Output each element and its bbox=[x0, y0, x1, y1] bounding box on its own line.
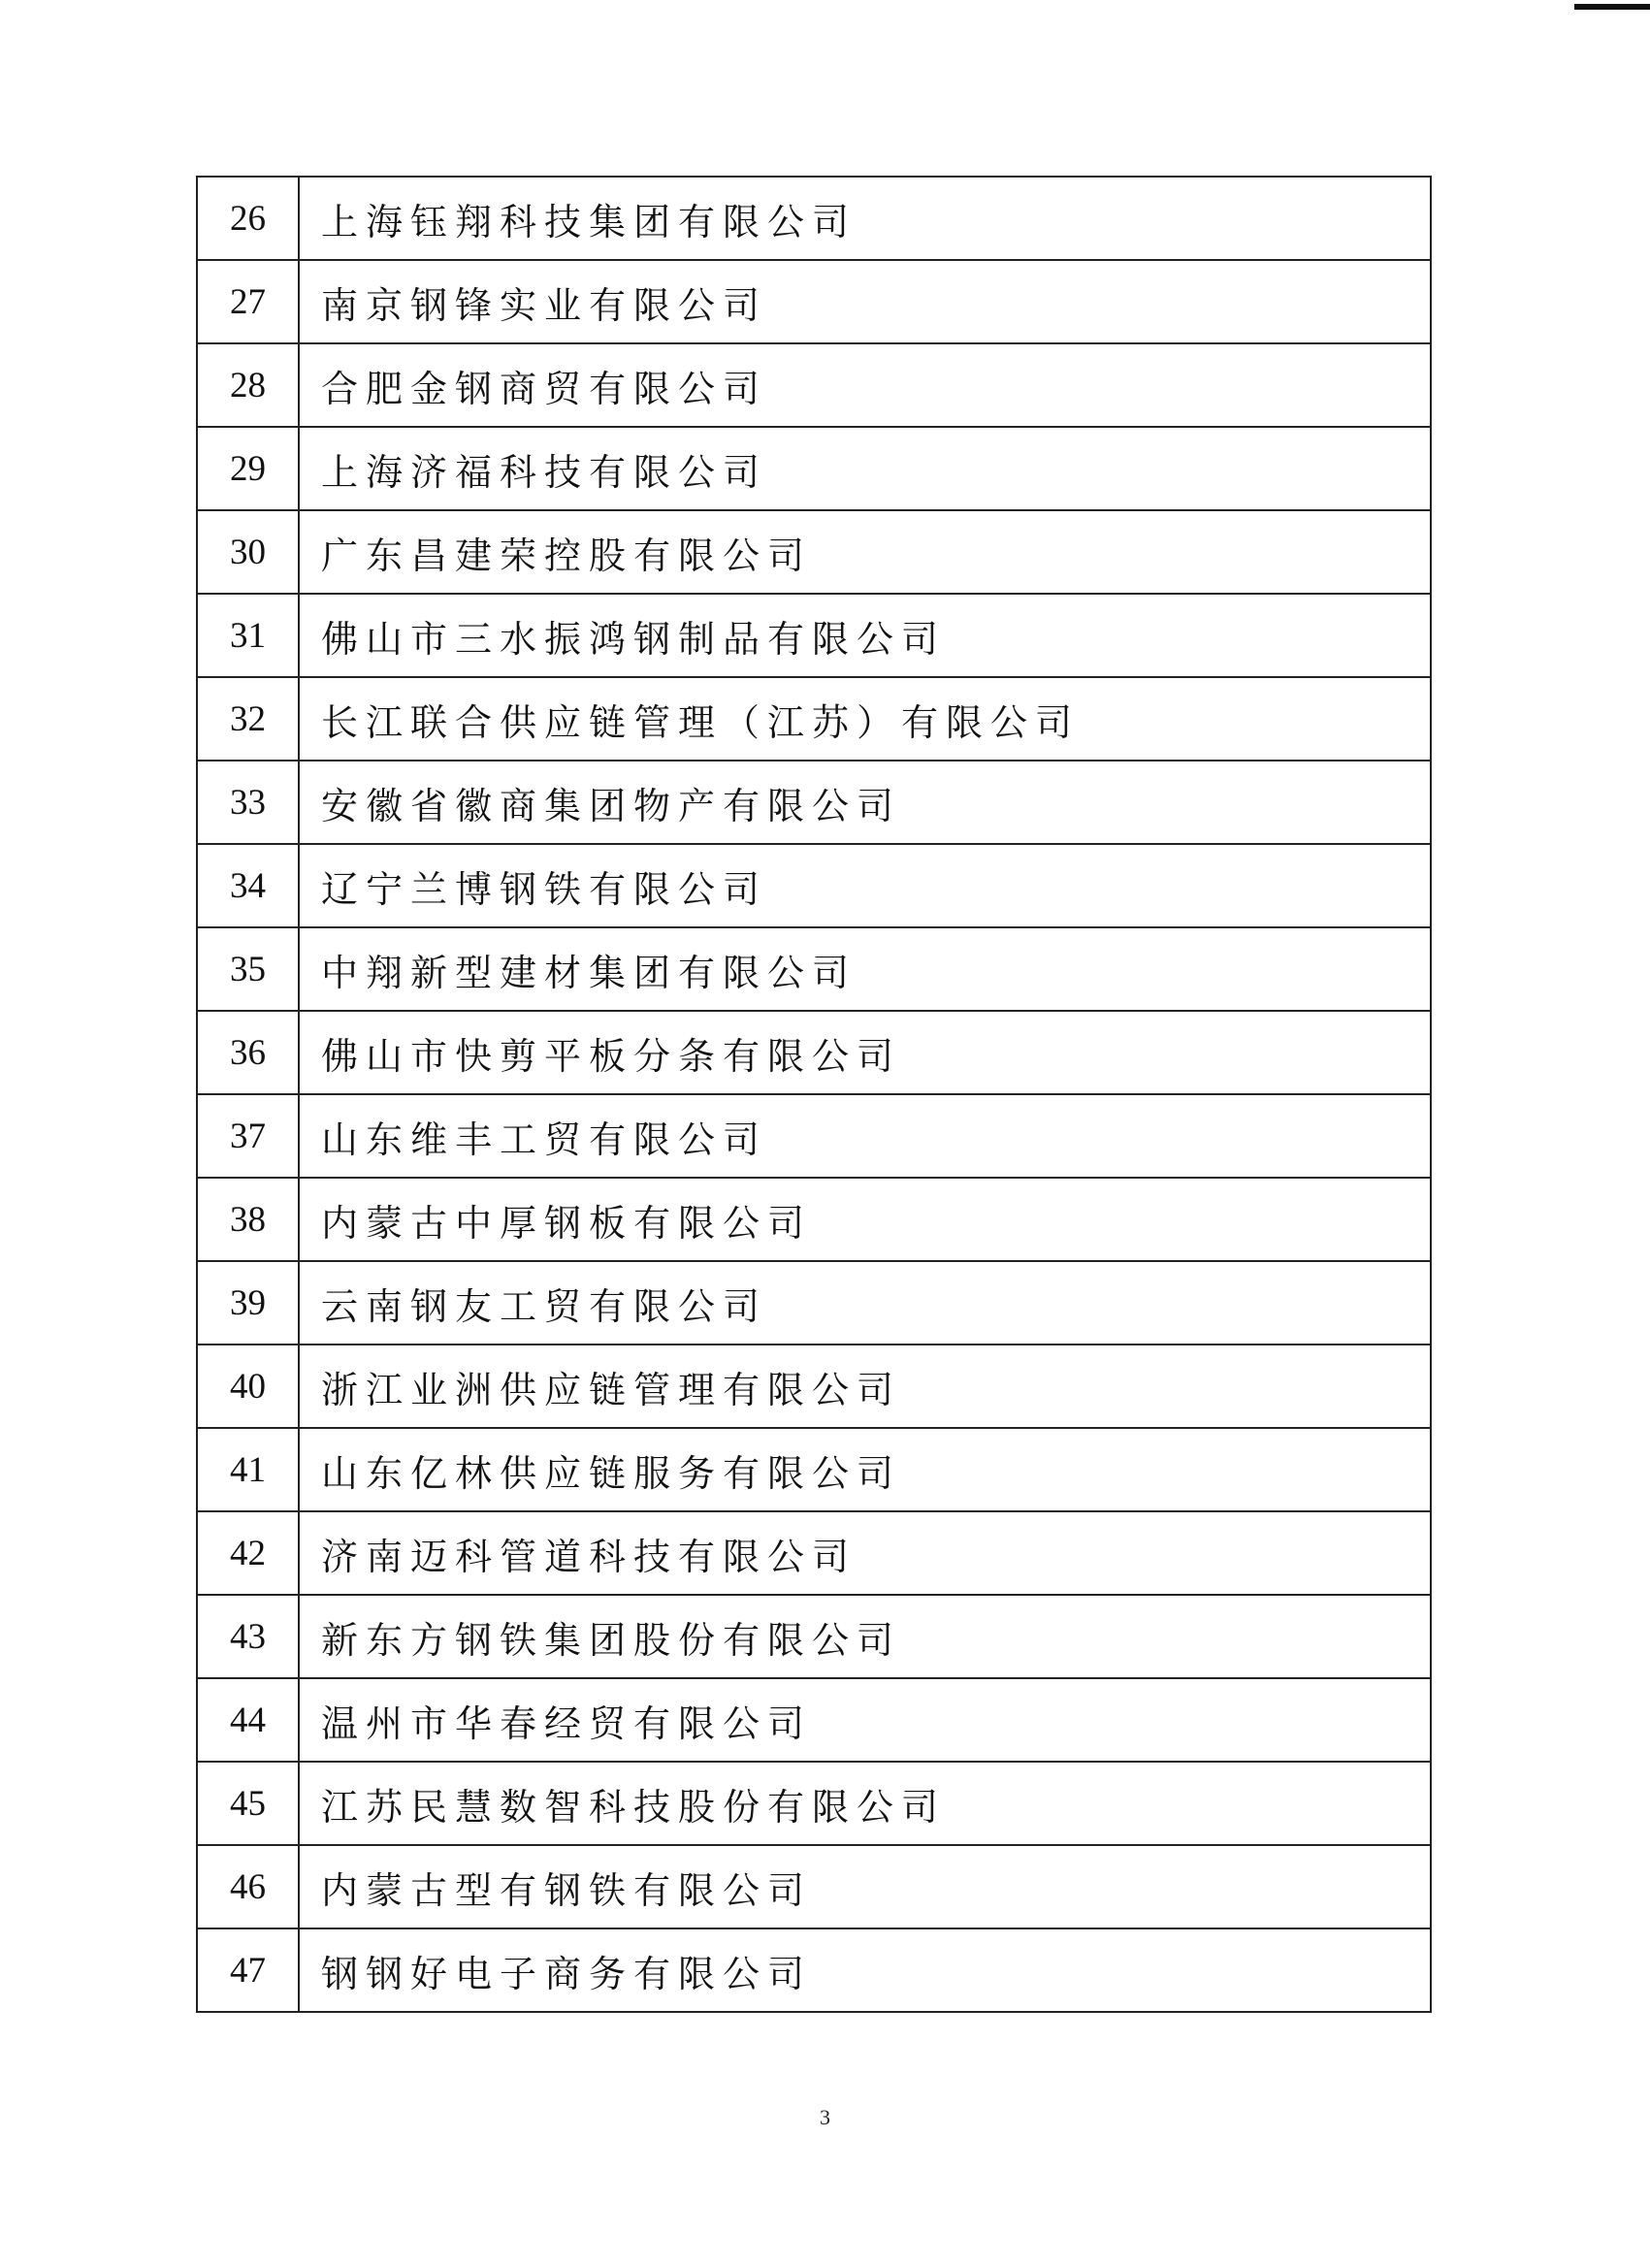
company-name: 钢钢好电子商务有限公司 bbox=[299, 1928, 1431, 2012]
table-body bbox=[197, 177, 1431, 2012]
row-number: 35 bbox=[197, 927, 299, 1011]
table-row bbox=[197, 1595, 1431, 1678]
row-number: 37 bbox=[197, 1094, 299, 1178]
table-row bbox=[197, 927, 1431, 1011]
company-name: 温州市华春经贸有限公司 bbox=[299, 1678, 1431, 1762]
table-row bbox=[197, 1428, 1431, 1511]
row-number: 40 bbox=[197, 1345, 299, 1428]
company-name: 新东方钢铁集团股份有限公司 bbox=[299, 1595, 1431, 1678]
row-number: 47 bbox=[197, 1928, 299, 2012]
row-number: 41 bbox=[197, 1428, 299, 1511]
table-row bbox=[197, 1762, 1431, 1845]
row-number: 45 bbox=[197, 1762, 299, 1845]
row-number: 38 bbox=[197, 1178, 299, 1261]
table-row bbox=[197, 844, 1431, 927]
company-name: 内蒙古型有钢铁有限公司 bbox=[299, 1845, 1431, 1928]
row-number: 46 bbox=[197, 1845, 299, 1928]
table-row bbox=[197, 1928, 1431, 2012]
row-number: 27 bbox=[197, 260, 299, 343]
table-row bbox=[197, 1261, 1431, 1345]
row-number: 34 bbox=[197, 844, 299, 927]
table-row bbox=[197, 343, 1431, 427]
company-name: 上海钰翔科技集团有限公司 bbox=[299, 177, 1431, 260]
company-name: 中翔新型建材集团有限公司 bbox=[299, 927, 1431, 1011]
company-list-table bbox=[196, 176, 1432, 2013]
row-number: 42 bbox=[197, 1511, 299, 1595]
company-name: 山东维丰工贸有限公司 bbox=[299, 1094, 1431, 1178]
company-name: 南京钢锋实业有限公司 bbox=[299, 260, 1431, 343]
table-row bbox=[197, 1678, 1431, 1762]
table-row bbox=[197, 260, 1431, 343]
row-number: 36 bbox=[197, 1011, 299, 1094]
row-number: 31 bbox=[197, 594, 299, 677]
table-row bbox=[197, 1178, 1431, 1261]
row-number: 33 bbox=[197, 761, 299, 844]
table-row bbox=[197, 427, 1431, 510]
row-number: 28 bbox=[197, 343, 299, 427]
row-number: 39 bbox=[197, 1261, 299, 1345]
row-number: 30 bbox=[197, 510, 299, 594]
table-row bbox=[197, 1511, 1431, 1595]
company-name: 合肥金钢商贸有限公司 bbox=[299, 343, 1431, 427]
company-name: 浙江业洲供应链管理有限公司 bbox=[299, 1345, 1431, 1428]
table-row bbox=[197, 1011, 1431, 1094]
row-number: 32 bbox=[197, 677, 299, 761]
row-number: 43 bbox=[197, 1595, 299, 1678]
company-name: 济南迈科管道科技有限公司 bbox=[299, 1511, 1431, 1595]
company-name: 佛山市快剪平板分条有限公司 bbox=[299, 1011, 1431, 1094]
company-name: 长江联合供应链管理（江苏）有限公司 bbox=[299, 677, 1431, 761]
table-row bbox=[197, 177, 1431, 260]
table-row bbox=[197, 1845, 1431, 1928]
company-name: 山东亿林供应链服务有限公司 bbox=[299, 1428, 1431, 1511]
company-name: 内蒙古中厚钢板有限公司 bbox=[299, 1178, 1431, 1261]
table-row bbox=[197, 1345, 1431, 1428]
row-number: 26 bbox=[197, 177, 299, 260]
table-row bbox=[197, 594, 1431, 677]
table-row bbox=[197, 677, 1431, 761]
company-name: 安徽省徽商集团物产有限公司 bbox=[299, 761, 1431, 844]
corner-scan-mark bbox=[1574, 4, 1650, 10]
company-name: 广东昌建荣控股有限公司 bbox=[299, 510, 1431, 594]
table-row bbox=[197, 761, 1431, 844]
company-name: 辽宁兰博钢铁有限公司 bbox=[299, 844, 1431, 927]
table-row bbox=[197, 1094, 1431, 1178]
company-name: 云南钢友工贸有限公司 bbox=[299, 1261, 1431, 1345]
company-name: 上海济福科技有限公司 bbox=[299, 427, 1431, 510]
table-row bbox=[197, 510, 1431, 594]
row-number: 44 bbox=[197, 1678, 299, 1762]
company-name: 江苏民慧数智科技股份有限公司 bbox=[299, 1762, 1431, 1845]
page-number: 3 bbox=[820, 2105, 830, 2129]
row-number: 29 bbox=[197, 427, 299, 510]
company-name: 佛山市三水振鸿钢制品有限公司 bbox=[299, 594, 1431, 677]
